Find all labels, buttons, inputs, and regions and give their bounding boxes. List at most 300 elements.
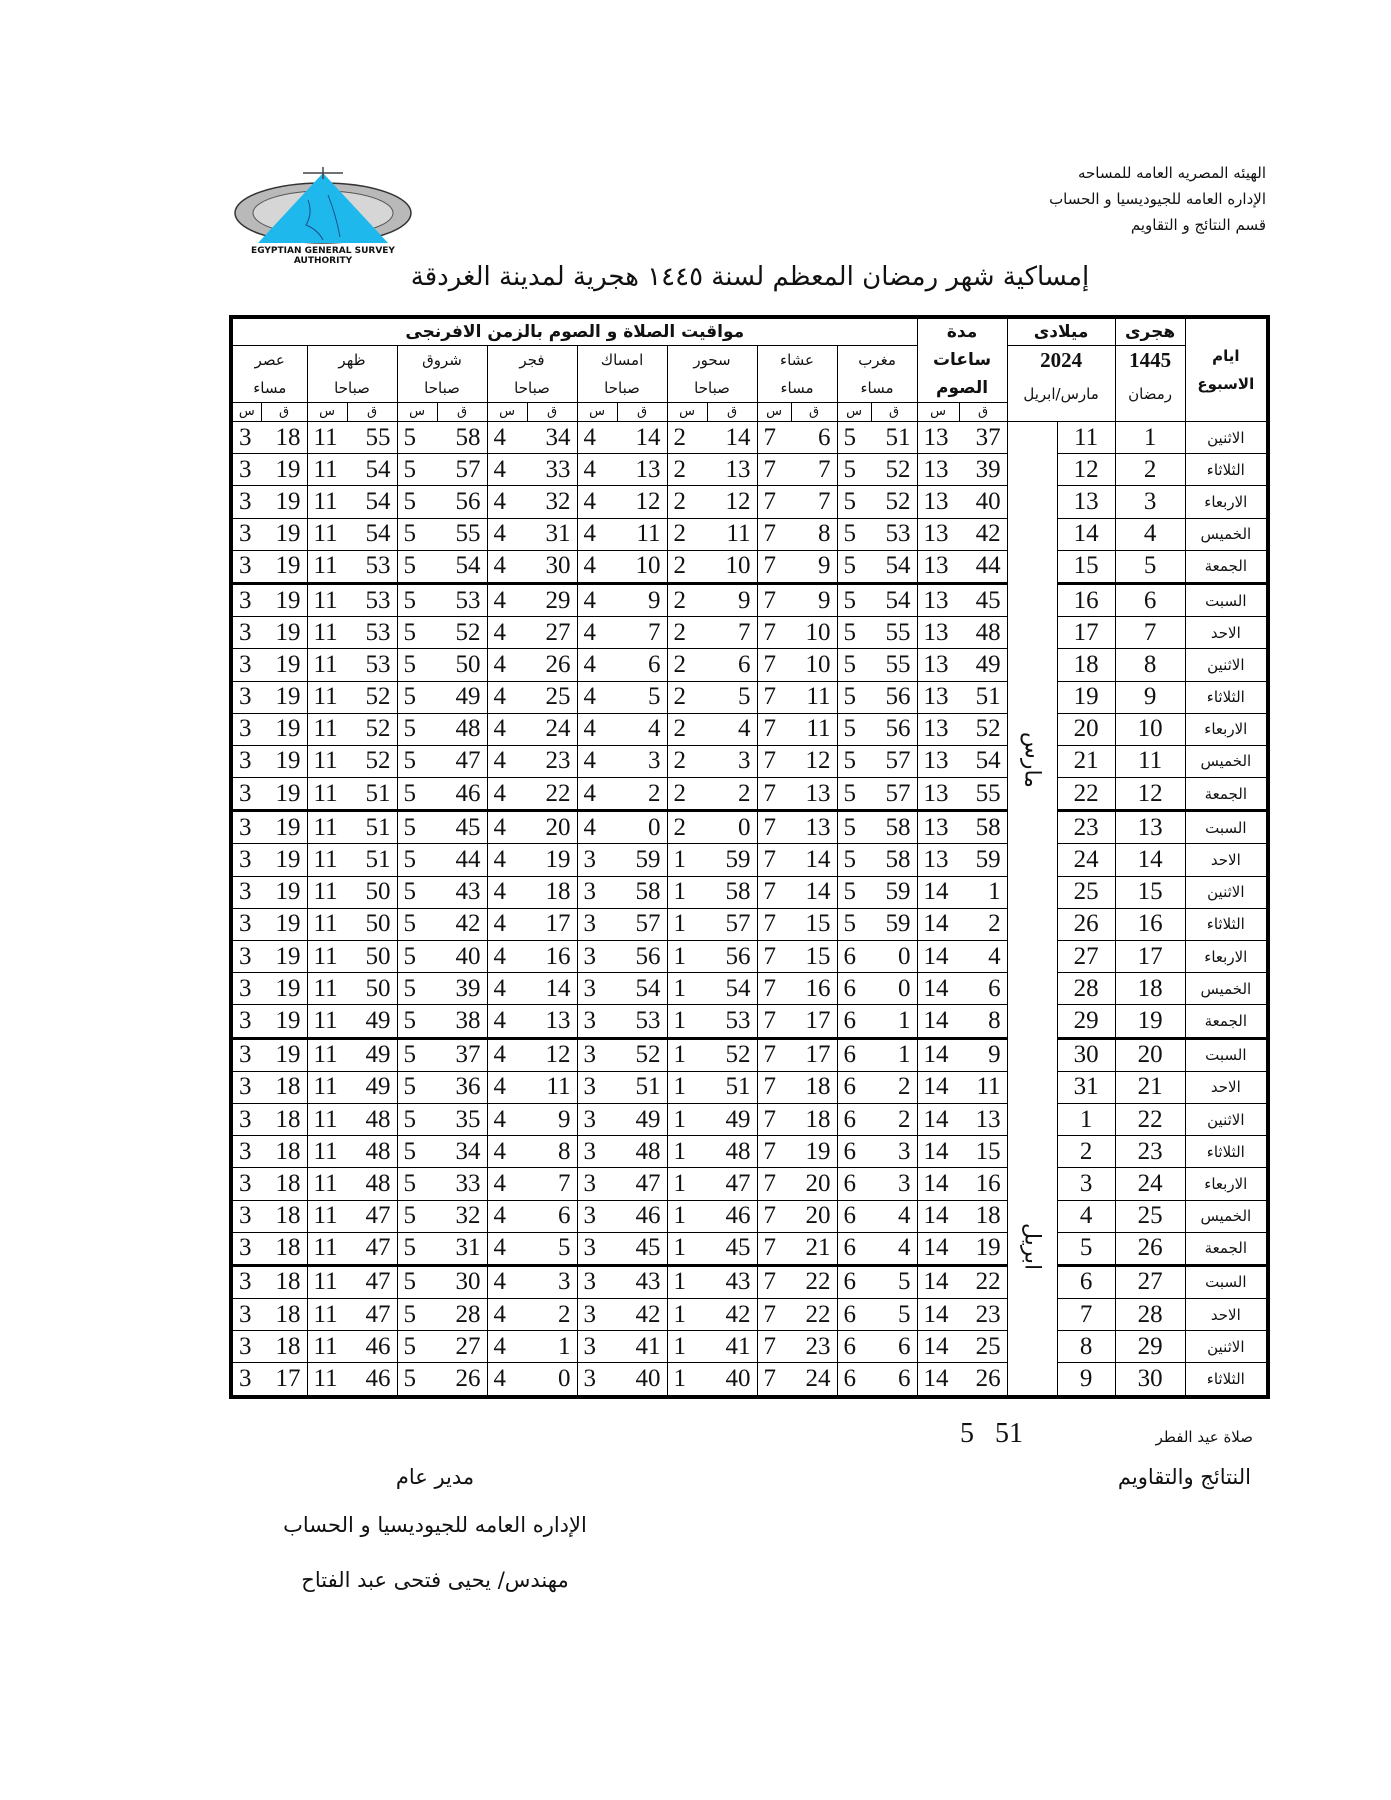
imsak-hour: 3 <box>577 941 617 973</box>
table-row <box>231 745 1268 777</box>
asr-hour: 3 <box>231 1200 261 1232</box>
maghrib-hour: 6 <box>837 1136 871 1168</box>
hijri-day: 11 <box>1115 745 1185 777</box>
dhuhr-minute: 51 <box>347 778 397 811</box>
asr-minute: 19 <box>261 778 307 811</box>
dhuhr-hour: 11 <box>307 1103 347 1135</box>
dhuhr-minute: 49 <box>347 1038 397 1071</box>
suhur-hour: 2 <box>667 486 707 518</box>
weekday-name: الاثنين <box>1185 649 1268 681</box>
table-row <box>231 518 1268 550</box>
table-row <box>231 1299 1268 1331</box>
imsak-minute: 46 <box>617 1200 667 1232</box>
imsak-minute: 9 <box>617 583 667 616</box>
suhur-minute: 43 <box>707 1265 757 1298</box>
asr-minute: 18 <box>261 1331 307 1363</box>
maghrib-minute: 3 <box>871 1136 917 1168</box>
dhuhr-minute: 51 <box>347 844 397 876</box>
asr-minute: 19 <box>261 550 307 583</box>
suhur-hour: 1 <box>667 1200 707 1232</box>
suhur-minute: 45 <box>707 1232 757 1265</box>
dhuhr-minute: 50 <box>347 973 397 1005</box>
dhuhr-hour: 11 <box>307 486 347 518</box>
shuruq-hour: 5 <box>397 422 437 454</box>
table-row <box>231 1071 1268 1103</box>
fajr-hour: 4 <box>487 1038 527 1071</box>
gregorian-day: 27 <box>1057 941 1115 973</box>
isha-minute: 12 <box>791 745 837 777</box>
isha-hour: 7 <box>757 518 791 550</box>
weekday-name: الاحد <box>1185 617 1268 649</box>
dhuhr-minute: 52 <box>347 713 397 745</box>
imsak-minute: 10 <box>617 550 667 583</box>
hour-unit-label: س <box>667 403 707 422</box>
fast-minute: 44 <box>959 550 1007 583</box>
maghrib-hour: 5 <box>837 876 871 908</box>
asr-hour: 3 <box>231 454 261 486</box>
shuruq-hour: 5 <box>397 1103 437 1135</box>
gregorian-day: 11 <box>1057 422 1115 454</box>
asr-minute: 19 <box>261 583 307 616</box>
maghrib-hour: 5 <box>837 486 871 518</box>
maghrib-minute: 53 <box>871 518 917 550</box>
fajr-minute: 20 <box>527 811 577 844</box>
gregorian-day: 18 <box>1057 649 1115 681</box>
asr-minute: 19 <box>261 876 307 908</box>
isha-minute: 7 <box>791 486 837 518</box>
fast-hour: 14 <box>917 1103 959 1135</box>
maghrib-hour: 6 <box>837 1005 871 1038</box>
maghrib-minute: 58 <box>871 811 917 844</box>
hijri-day: 20 <box>1115 1038 1185 1071</box>
imsak-minute: 59 <box>617 844 667 876</box>
shuruq-hour: 5 <box>397 1168 437 1200</box>
imsak-hour: 4 <box>577 778 617 811</box>
asr-minute: 18 <box>261 422 307 454</box>
asr-hour: 3 <box>231 1299 261 1331</box>
dhuhr-hour: 11 <box>307 1331 347 1363</box>
fast-minute: 16 <box>959 1168 1007 1200</box>
table-row <box>231 778 1268 811</box>
weekday-name: الثلاثاء <box>1185 908 1268 940</box>
maghrib-minute: 57 <box>871 778 917 811</box>
dhuhr-minute: 50 <box>347 876 397 908</box>
suhur-hour: 2 <box>667 681 707 713</box>
dhuhr-hour: 11 <box>307 778 347 811</box>
isha-minute: 16 <box>791 973 837 1005</box>
hijri-day: 5 <box>1115 550 1185 583</box>
fast-minute: 18 <box>959 1200 1007 1232</box>
imsak-hour: 3 <box>577 1265 617 1298</box>
imsak-hour: 3 <box>577 1168 617 1200</box>
fast-minute: 48 <box>959 617 1007 649</box>
shuruq-hour: 5 <box>397 617 437 649</box>
gregorian-day: 25 <box>1057 876 1115 908</box>
dhuhr-minute: 55 <box>347 422 397 454</box>
hour-unit-label: س <box>917 403 959 422</box>
shuruq-minute: 58 <box>437 422 487 454</box>
isha-hour: 7 <box>757 1071 791 1103</box>
dhuhr-hour: 11 <box>307 876 347 908</box>
table-row <box>231 422 1268 454</box>
imsak-hour: 3 <box>577 1005 617 1038</box>
suhur-hour: 1 <box>667 1136 707 1168</box>
maghrib-minute: 0 <box>871 941 917 973</box>
isha-minute: 20 <box>791 1168 837 1200</box>
dhuhr-minute: 51 <box>347 811 397 844</box>
suhur-minute: 53 <box>707 1005 757 1038</box>
dhuhr-minute: 53 <box>347 583 397 616</box>
maghrib-hour: 5 <box>837 649 871 681</box>
isha-minute: 15 <box>791 908 837 940</box>
isha-minute: 10 <box>791 617 837 649</box>
shuruq-minute: 26 <box>437 1363 487 1397</box>
maghrib-minute: 6 <box>871 1363 917 1397</box>
fajr-hour: 4 <box>487 1265 527 1298</box>
fajr-minute: 6 <box>527 1200 577 1232</box>
isha-minute: 11 <box>791 713 837 745</box>
imsak-hour: 3 <box>577 1136 617 1168</box>
table-row <box>231 1265 1268 1298</box>
asr-minute: 18 <box>261 1136 307 1168</box>
asr-minute: 19 <box>261 1038 307 1071</box>
suhur-hour: 2 <box>667 745 707 777</box>
eid-prayer-minute: 51 <box>995 1418 1023 1449</box>
asr-hour: 3 <box>231 617 261 649</box>
suhur-hour: 2 <box>667 778 707 811</box>
shuruq-hour: 5 <box>397 1136 437 1168</box>
fast-hour: 14 <box>917 1363 959 1397</box>
maghrib-hour: 5 <box>837 454 871 486</box>
suhur-minute: 48 <box>707 1136 757 1168</box>
isha-hour: 7 <box>757 681 791 713</box>
fast-minute: 39 <box>959 454 1007 486</box>
maghrib-hour: 5 <box>837 778 871 811</box>
table-row <box>231 681 1268 713</box>
eid-prayer-time <box>960 1418 1023 1450</box>
footer-signatory-name: مهندس/ يحيى فتحى عبد الفتاح <box>301 1568 569 1592</box>
fajr-minute: 23 <box>527 745 577 777</box>
maghrib-hour: 6 <box>837 1363 871 1397</box>
imsak-hour: 4 <box>577 681 617 713</box>
maghrib-hour: 5 <box>837 844 871 876</box>
minute-unit-label: ق <box>791 403 837 422</box>
dhuhr-hour: 11 <box>307 713 347 745</box>
asr-hour: 3 <box>231 550 261 583</box>
imsakiya-table <box>229 315 1270 1399</box>
imsak-hour: 4 <box>577 649 617 681</box>
fast-hour: 14 <box>917 1265 959 1298</box>
table-row <box>231 617 1268 649</box>
maghrib-hour: 5 <box>837 422 871 454</box>
maghrib-minute: 6 <box>871 1331 917 1363</box>
weekday-name: السبت <box>1185 811 1268 844</box>
fajr-hour: 4 <box>487 422 527 454</box>
shuruq-minute: 52 <box>437 617 487 649</box>
fasting-duration-header-1: مدة <box>917 317 1007 346</box>
asr-minute: 19 <box>261 908 307 940</box>
suhur-hour: 1 <box>667 1168 707 1200</box>
isha-minute: 17 <box>791 1038 837 1071</box>
imsak-hour: 4 <box>577 550 617 583</box>
maghrib-hour: 6 <box>837 1168 871 1200</box>
hour-unit-label: س <box>487 403 527 422</box>
dhuhr-minute: 48 <box>347 1136 397 1168</box>
maghrib-hour: 6 <box>837 1071 871 1103</box>
isha-hour: 7 <box>757 844 791 876</box>
asr-hour: 3 <box>231 1005 261 1038</box>
suhur-minute: 57 <box>707 908 757 940</box>
hijri-day: 26 <box>1115 1232 1185 1265</box>
fast-hour: 14 <box>917 1136 959 1168</box>
maghrib-hour: 5 <box>837 681 871 713</box>
imsak-minute: 45 <box>617 1232 667 1265</box>
maghrib-minute: 57 <box>871 745 917 777</box>
hijri-day: 4 <box>1115 518 1185 550</box>
shuruq-minute: 39 <box>437 973 487 1005</box>
asr-minute: 19 <box>261 617 307 649</box>
gregorian-day: 20 <box>1057 713 1115 745</box>
maghrib-minute: 56 <box>871 713 917 745</box>
eid-prayer-label: صلاة عيد الفطر <box>1155 1428 1253 1446</box>
imsak-hour: 3 <box>577 1232 617 1265</box>
gregorian-day: 1 <box>1057 1103 1115 1135</box>
suhur-hour: 2 <box>667 713 707 745</box>
imsak-minute: 6 <box>617 649 667 681</box>
dhuhr-minute: 54 <box>347 518 397 550</box>
imsak-minute: 3 <box>617 745 667 777</box>
gregorian-day: 22 <box>1057 778 1115 811</box>
isha-hour: 7 <box>757 1136 791 1168</box>
dhuhr-hour: 11 <box>307 844 347 876</box>
fast-hour: 13 <box>917 550 959 583</box>
dhuhr-minute: 48 <box>347 1103 397 1135</box>
hijri-day: 13 <box>1115 811 1185 844</box>
dhuhr-hour: 11 <box>307 1071 347 1103</box>
imsak-hour: 4 <box>577 713 617 745</box>
fajr-minute: 0 <box>527 1363 577 1397</box>
asr-minute: 19 <box>261 1005 307 1038</box>
suhur-minute: 5 <box>707 681 757 713</box>
fajr-minute: 25 <box>527 681 577 713</box>
maghrib-hour: 6 <box>837 941 871 973</box>
hijri-day: 29 <box>1115 1331 1185 1363</box>
fajr-minute: 14 <box>527 973 577 1005</box>
shuruq-minute: 35 <box>437 1103 487 1135</box>
maghrib-minute: 54 <box>871 583 917 616</box>
suhur-hour: 1 <box>667 908 707 940</box>
maghrib-minute: 56 <box>871 681 917 713</box>
shuruq-minute: 36 <box>437 1071 487 1103</box>
weekday-name: الخميس <box>1185 973 1268 1005</box>
shuruq-hour: 5 <box>397 745 437 777</box>
imsak-hour: 3 <box>577 1038 617 1071</box>
shuruq-hour: 5 <box>397 713 437 745</box>
maghrib-hour: 6 <box>837 1038 871 1071</box>
maghrib-hour: 6 <box>837 1232 871 1265</box>
hijri-day: 8 <box>1115 649 1185 681</box>
maghrib-minute: 4 <box>871 1200 917 1232</box>
suhur-minute: 46 <box>707 1200 757 1232</box>
fajr-hour: 4 <box>487 1200 527 1232</box>
imsak-hour: 3 <box>577 844 617 876</box>
asr-hour: 3 <box>231 518 261 550</box>
suhur-hour: 2 <box>667 617 707 649</box>
weekday-name: الاربعاء <box>1185 1168 1268 1200</box>
fast-minute: 2 <box>959 908 1007 940</box>
hour-unit-label: س <box>307 403 347 422</box>
fast-hour: 13 <box>917 713 959 745</box>
isha-hour: 7 <box>757 454 791 486</box>
suhur-hour: 1 <box>667 1103 707 1135</box>
fajr-minute: 19 <box>527 844 577 876</box>
isha-hour: 7 <box>757 713 791 745</box>
shuruq-minute: 32 <box>437 1200 487 1232</box>
shuruq-hour: 5 <box>397 876 437 908</box>
gregorian-day: 30 <box>1057 1038 1115 1071</box>
imsak-minute: 43 <box>617 1265 667 1298</box>
fajr-hour: 4 <box>487 583 527 616</box>
org-line-section: قسم النتائج و التقاويم <box>1130 216 1266 234</box>
minute-unit-label: ق <box>959 403 1007 422</box>
dhuhr-minute: 47 <box>347 1232 397 1265</box>
hijri-day: 17 <box>1115 941 1185 973</box>
hijri-day: 6 <box>1115 583 1185 616</box>
asr-minute: 19 <box>261 844 307 876</box>
maghrib-minute: 59 <box>871 908 917 940</box>
isha-hour: 7 <box>757 617 791 649</box>
prayer-times-group-header: مواقيت الصلاة و الصوم بالزمن الافرنجى <box>231 317 917 346</box>
suhur-hour: 1 <box>667 941 707 973</box>
asr-minute: 18 <box>261 1200 307 1232</box>
dhuhr-minute: 52 <box>347 681 397 713</box>
suhur-hour: 2 <box>667 454 707 486</box>
suhur-hour: 2 <box>667 811 707 844</box>
fajr-minute: 22 <box>527 778 577 811</box>
fast-hour: 13 <box>917 778 959 811</box>
shuruq-hour: 5 <box>397 908 437 940</box>
dhuhr-minute: 50 <box>347 941 397 973</box>
suhur-minute: 52 <box>707 1038 757 1071</box>
imsak-minute: 57 <box>617 908 667 940</box>
asr-minute: 17 <box>261 1363 307 1397</box>
suhur-minute: 59 <box>707 844 757 876</box>
fajr-hour: 4 <box>487 1299 527 1331</box>
imsak-minute: 51 <box>617 1071 667 1103</box>
fast-minute: 59 <box>959 844 1007 876</box>
eid-prayer-hour: 5 <box>960 1418 974 1449</box>
shuruq-hour: 5 <box>397 1038 437 1071</box>
maghrib-minute: 59 <box>871 876 917 908</box>
fajr-hour: 4 <box>487 1232 527 1265</box>
asr-minute: 19 <box>261 681 307 713</box>
suhur-minute: 2 <box>707 778 757 811</box>
fajr-hour: 4 <box>487 617 527 649</box>
imsak-header: امساك صباحا <box>577 346 667 403</box>
imsak-hour: 4 <box>577 486 617 518</box>
fast-minute: 52 <box>959 713 1007 745</box>
suhur-hour: 1 <box>667 1232 707 1265</box>
fast-hour: 14 <box>917 1200 959 1232</box>
fajr-minute: 13 <box>527 1005 577 1038</box>
table-row <box>231 486 1268 518</box>
footer-section-label: النتائج والتقاويم <box>1117 1465 1251 1489</box>
maghrib-hour: 6 <box>837 1103 871 1135</box>
fajr-minute: 34 <box>527 422 577 454</box>
isha-minute: 7 <box>791 454 837 486</box>
maghrib-minute: 1 <box>871 1005 917 1038</box>
dhuhr-minute: 46 <box>347 1331 397 1363</box>
shuruq-minute: 54 <box>437 550 487 583</box>
fajr-minute: 30 <box>527 550 577 583</box>
shuruq-minute: 30 <box>437 1265 487 1298</box>
weekday-name: الخميس <box>1185 745 1268 777</box>
dhuhr-hour: 11 <box>307 973 347 1005</box>
asr-hour: 3 <box>231 1103 261 1135</box>
fajr-minute: 32 <box>527 486 577 518</box>
fast-hour: 14 <box>917 1071 959 1103</box>
imsak-minute: 48 <box>617 1136 667 1168</box>
asr-hour: 3 <box>231 681 261 713</box>
minute-unit-label: ق <box>871 403 917 422</box>
weekday-name: الثلاثاء <box>1185 1363 1268 1397</box>
gregorian-day: 8 <box>1057 1331 1115 1363</box>
maghrib-minute: 55 <box>871 617 917 649</box>
asr-minute: 19 <box>261 811 307 844</box>
shuruq-minute: 53 <box>437 583 487 616</box>
asr-minute: 19 <box>261 713 307 745</box>
gregorian-day: 9 <box>1057 1363 1115 1397</box>
fast-hour: 14 <box>917 1232 959 1265</box>
footer-general-manager-title: مدير عام <box>395 1465 475 1489</box>
imsak-minute: 14 <box>617 422 667 454</box>
gregorian-day: 15 <box>1057 550 1115 583</box>
dhuhr-hour: 11 <box>307 1200 347 1232</box>
fast-hour: 13 <box>917 649 959 681</box>
suhur-minute: 47 <box>707 1168 757 1200</box>
imsak-hour: 3 <box>577 1331 617 1363</box>
suhur-hour: 1 <box>667 1071 707 1103</box>
imsak-minute: 54 <box>617 973 667 1005</box>
shuruq-hour: 5 <box>397 1299 437 1331</box>
imsak-minute: 12 <box>617 486 667 518</box>
dhuhr-minute: 46 <box>347 1363 397 1397</box>
weekday-name: الجمعة <box>1185 1005 1268 1038</box>
shuruq-hour: 5 <box>397 681 437 713</box>
isha-hour: 7 <box>757 876 791 908</box>
fast-minute: 55 <box>959 778 1007 811</box>
imsak-minute: 47 <box>617 1168 667 1200</box>
asr-minute: 18 <box>261 1299 307 1331</box>
fast-minute: 22 <box>959 1265 1007 1298</box>
maghrib-hour: 5 <box>837 811 871 844</box>
asr-hour: 3 <box>231 1331 261 1363</box>
suhur-minute: 41 <box>707 1331 757 1363</box>
isha-hour: 7 <box>757 583 791 616</box>
hijri-day: 21 <box>1115 1071 1185 1103</box>
table-row <box>231 454 1268 486</box>
maghrib-hour: 5 <box>837 583 871 616</box>
dhuhr-minute: 47 <box>347 1299 397 1331</box>
maghrib-hour: 5 <box>837 550 871 583</box>
asr-minute: 19 <box>261 486 307 518</box>
isha-hour: 7 <box>757 1265 791 1298</box>
gregorian-day: 7 <box>1057 1299 1115 1331</box>
hijri-day: 14 <box>1115 844 1185 876</box>
maghrib-hour: 5 <box>837 908 871 940</box>
isha-hour: 7 <box>757 1331 791 1363</box>
hour-unit-label: س <box>397 403 437 422</box>
